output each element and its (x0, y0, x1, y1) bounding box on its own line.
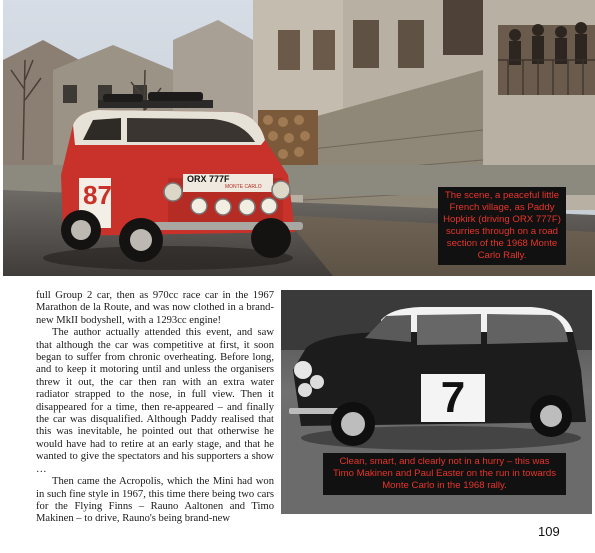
top-photo (3, 0, 595, 276)
rally-plate: MONTE CARLO (225, 184, 262, 190)
paragraph-1: full Group 2 car, then as 970cc race car in the 1967 Marathon de la Route, and was now clothed in a brand-new MkII bodyshell, with a 1293cc engine! (36, 290, 274, 326)
page-number: 109 (538, 524, 560, 539)
race-number-87: 87 (83, 180, 112, 210)
bottom-photo (281, 290, 592, 514)
body-text-column (36, 290, 274, 526)
race-number-7: 7 (440, 373, 466, 422)
bottom-photo-caption: Clean, smart, and clearly not in a hurry – this was Timo Makinen and Paul Easter on the run in towards Monte Carlo in the 1968 rally. (323, 453, 566, 495)
paragraph-3: Then came the Acropolis, which the Mini had won in such fine style in 1967, this time there being two cars for the Flying Finns – Rauno Aaltonen and Timo Makinen – to drive, Rauno's being brand-new (36, 476, 274, 525)
top-photo-caption: The scene, a peaceful little French village, as Paddy Hopkirk (driving ORX 777F) scurries through on a road section of the 1968 Monte Carlo Rally. (438, 187, 566, 265)
registration-plate: ORX 777F (187, 174, 230, 184)
paragraph-2: The author actually attended this event, and saw that although the car was competitive at first, it soon began to suffer from chronic overheating. Before long, and to keep it motoring until and unless the organisers threw it out, the car then ran with an extra water radiator strapped to the nose, in full view. Then it disappeared for a time, then re-appeared – and finally the car was disqualified. Although Paddy realised that this was inevitable, he pointed out that otherwise he would have had to retire at an early stage, and that he wanted to give the spectators and his supporters a show … (36, 327, 274, 475)
